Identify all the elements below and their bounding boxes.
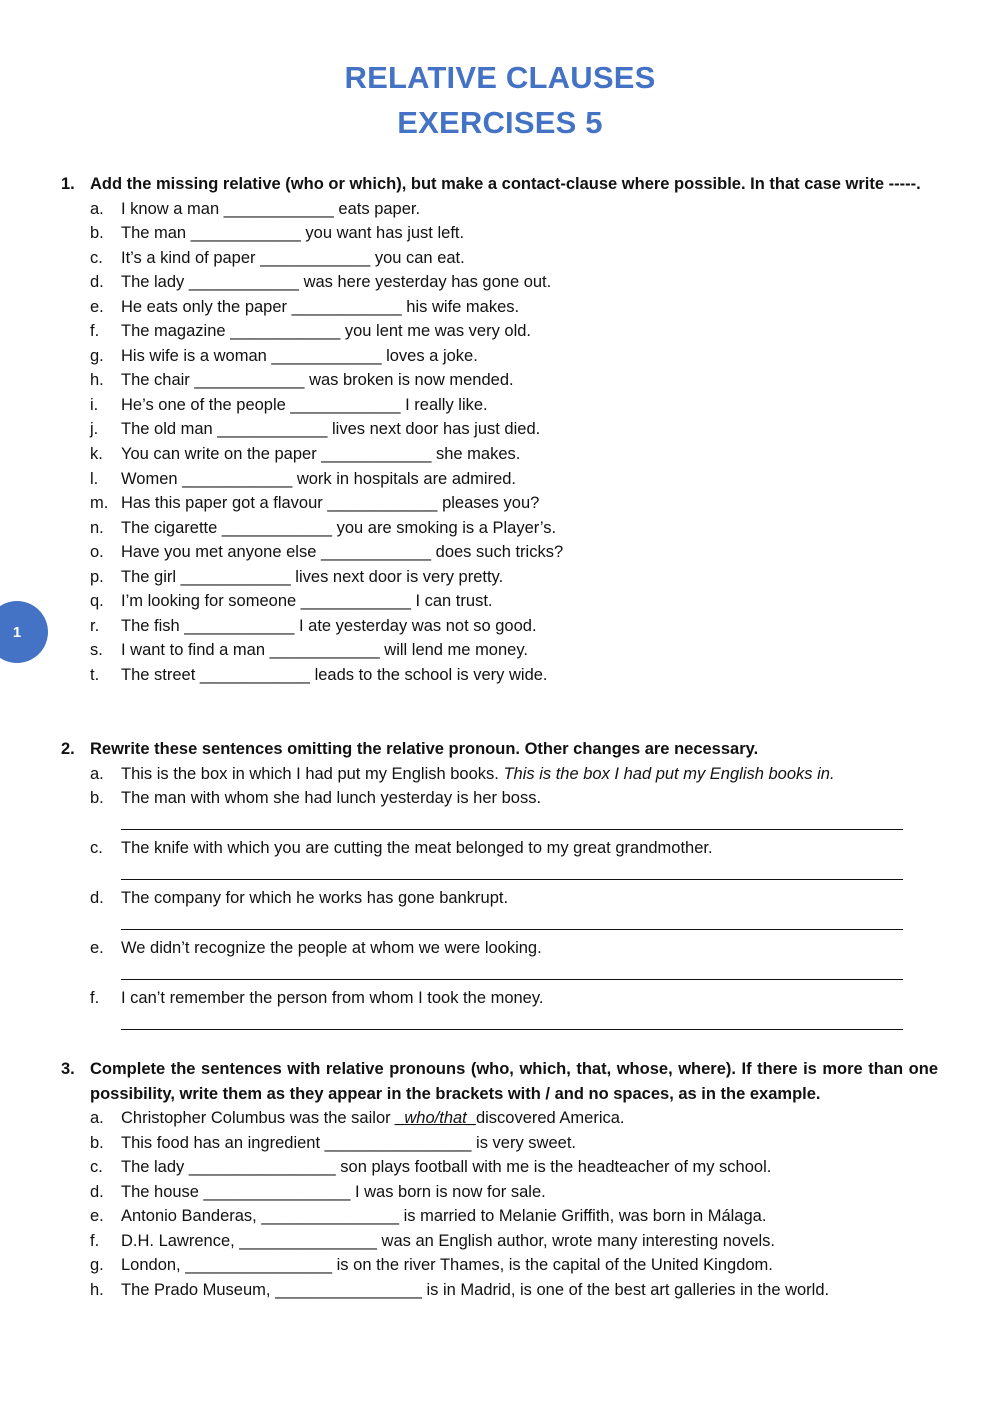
exercise-1-item bbox=[0, 393, 1000, 418]
exercise-2-item bbox=[0, 762, 1000, 787]
exercise-3 bbox=[0, 1057, 1000, 1302]
exercise-2-items bbox=[0, 762, 1000, 1030]
item-text: The lady ________________ son plays football with me is the headteacher of my school. bbox=[121, 1158, 772, 1177]
exercise-1-item bbox=[0, 197, 1000, 222]
exercise-2-item bbox=[0, 936, 1000, 961]
item-text: His wife is a woman ____________ loves a joke. bbox=[121, 346, 478, 365]
exercise-1-item bbox=[0, 540, 1000, 565]
item-letter: f. bbox=[90, 322, 100, 341]
item-text: I know a man ____________ eats paper. bbox=[121, 199, 421, 218]
exercise-1 bbox=[0, 172, 1000, 687]
item-text: London, ________________ is on the river Thames, is the capital of the United Kingdom. bbox=[121, 1256, 773, 1275]
exercise-3-example bbox=[0, 1106, 1000, 1131]
item-letter: j. bbox=[90, 420, 99, 439]
exercise-1-item bbox=[0, 270, 1000, 295]
exercise-3-heading bbox=[0, 1057, 938, 1106]
item-letter: e. bbox=[90, 939, 104, 958]
item-text: The knife with which you are cutting the meat belonged to my great grandmother. bbox=[121, 839, 713, 858]
exercise-3-items bbox=[0, 1131, 1000, 1303]
item-text: The cigarette ____________ you are smoking is a Player’s. bbox=[121, 518, 557, 537]
item-letter: h. bbox=[90, 371, 104, 390]
item-text: The fish ____________ I ate yesterday was not so good. bbox=[121, 616, 537, 635]
answer-line bbox=[121, 1011, 903, 1030]
exercise-1-item bbox=[0, 467, 1000, 492]
item-text: I can’t remember the person from whom I took the money. bbox=[121, 989, 544, 1008]
exercise-3-item bbox=[0, 1253, 1000, 1278]
example-text-before: Christopher Columbus was the sailor bbox=[121, 1109, 396, 1127]
exercise-2-instruction: Rewrite these sentences omitting the relative pronoun. Other changes are necessary. bbox=[90, 740, 759, 758]
item-letter: a. bbox=[90, 764, 104, 783]
item-letter: a. bbox=[90, 1109, 104, 1127]
item-text: It’s a kind of paper ____________ you can eat. bbox=[121, 248, 465, 267]
item-text: The house ________________ I was born is now for sale. bbox=[121, 1182, 546, 1201]
exercise-3-instruction: Complete the sentences with relative pronouns (who, which, that, whose, where). If there is more than one possibility, write them as they appear in the brackets with / and no spaces, as in the example. bbox=[90, 1060, 938, 1103]
exercise-3-item bbox=[0, 1204, 1000, 1229]
item-letter: g. bbox=[90, 1256, 104, 1275]
item-text: The Prado Museum, ________________ is in Madrid, is one of the best art galleries in the world. bbox=[121, 1280, 830, 1299]
exercise-2-item bbox=[0, 836, 1000, 861]
item-letter: s. bbox=[90, 641, 103, 660]
item-text: He eats only the paper ____________ his wife makes. bbox=[121, 297, 520, 316]
item-text: He’s one of the people ____________ I really like. bbox=[121, 395, 488, 414]
item-text: We didn’t recognize the people at whom we were looking. bbox=[121, 939, 542, 958]
exercise-1-item bbox=[0, 442, 1000, 467]
item-text: I’m looking for someone ____________ I can trust. bbox=[121, 592, 493, 611]
answer-line bbox=[121, 961, 903, 980]
item-answer: This is the box I had put my English books in. bbox=[503, 764, 835, 783]
exercise-1-item bbox=[0, 246, 1000, 271]
exercise-1-item bbox=[0, 221, 1000, 246]
item-letter: c. bbox=[90, 248, 103, 267]
item-text: This is the box in which I had put my English books. bbox=[121, 764, 499, 783]
page-title-line2: EXERCISES 5 bbox=[397, 105, 603, 140]
example-answer: _who/that_ bbox=[395, 1109, 476, 1127]
exercise-1-item bbox=[0, 638, 1000, 663]
item-letter: b. bbox=[90, 789, 104, 808]
exercise-2-heading bbox=[0, 737, 938, 762]
exercise-3-item bbox=[0, 1155, 1000, 1180]
item-letter: q. bbox=[90, 592, 104, 611]
item-text: The magazine ____________ you lent me was very old. bbox=[121, 322, 532, 341]
item-letter: l. bbox=[90, 469, 99, 488]
exercise-1-item bbox=[0, 344, 1000, 369]
exercise-1-item bbox=[0, 295, 1000, 320]
page-number-badge: 1 bbox=[0, 601, 48, 663]
exercise-2-item bbox=[0, 986, 1000, 1011]
exercise-2-item bbox=[0, 886, 1000, 911]
exercise-1-items bbox=[0, 197, 1000, 688]
item-letter: c. bbox=[90, 839, 103, 858]
item-text: D.H. Lawrence, _______________ was an English author, wrote many interesting novels. bbox=[121, 1231, 775, 1250]
item-text: The chair ____________ was broken is now mended. bbox=[121, 371, 514, 390]
exercise-1-heading bbox=[0, 172, 938, 197]
item-text: The man with whom she had lunch yesterday is her boss. bbox=[121, 789, 542, 808]
item-letter: g. bbox=[90, 346, 104, 365]
item-text: Has this paper got a flavour ____________ pleases you? bbox=[121, 494, 540, 513]
item-letter: o. bbox=[90, 543, 104, 562]
item-letter: a. bbox=[90, 199, 104, 218]
exercise-1-item bbox=[0, 491, 1000, 516]
exercise-1-item bbox=[0, 663, 1000, 688]
exercise-2 bbox=[0, 737, 1000, 1036]
answer-line bbox=[121, 811, 903, 830]
exercise-1-item bbox=[0, 368, 1000, 393]
item-letter: m. bbox=[90, 494, 109, 513]
exercise-2-number: 2. bbox=[61, 740, 75, 758]
item-letter: d. bbox=[90, 889, 104, 908]
exercise-3-item bbox=[0, 1131, 1000, 1156]
item-letter: p. bbox=[90, 567, 104, 586]
exercise-1-item bbox=[0, 614, 1000, 639]
item-letter: r. bbox=[90, 616, 100, 635]
item-letter: d. bbox=[90, 1182, 104, 1201]
item-text: Have you met anyone else ____________ does such tricks? bbox=[121, 543, 564, 562]
item-text: Antonio Banderas, _______________ is married to Melanie Griffith, was born in Málaga. bbox=[121, 1207, 767, 1226]
item-letter: n. bbox=[90, 518, 104, 537]
page-title-line1: RELATIVE CLAUSES bbox=[344, 60, 656, 95]
exercise-3-item bbox=[0, 1229, 1000, 1254]
item-letter: c. bbox=[90, 1158, 103, 1177]
answer-line bbox=[121, 861, 903, 880]
item-text: The girl ____________ lives next door is very pretty. bbox=[121, 567, 504, 586]
item-letter: b. bbox=[90, 224, 104, 243]
exercise-2-item bbox=[0, 786, 1000, 811]
item-letter: t. bbox=[90, 665, 100, 684]
item-letter: h. bbox=[90, 1280, 104, 1299]
exercise-1-item bbox=[0, 516, 1000, 541]
exercise-1-item bbox=[0, 565, 1000, 590]
exercise-1-instruction: Add the missing relative (who or which), but make a contact-clause where possible. In that case write -----. bbox=[90, 175, 921, 193]
item-text: This food has an ingredient ________________ is very sweet. bbox=[121, 1133, 576, 1152]
exercise-1-item bbox=[0, 319, 1000, 344]
item-letter: i. bbox=[90, 395, 99, 414]
item-text: I want to find a man ____________ will lend me money. bbox=[121, 641, 528, 660]
example-text-after: discovered America. bbox=[475, 1109, 625, 1127]
exercise-3-number: 3. bbox=[61, 1060, 75, 1078]
item-letter: e. bbox=[90, 297, 104, 316]
exercise-3-item bbox=[0, 1278, 1000, 1303]
item-text: The street ____________ leads to the school is very wide. bbox=[121, 665, 548, 684]
exercise-3-item bbox=[0, 1180, 1000, 1205]
item-letter: e. bbox=[90, 1207, 104, 1226]
exercise-1-number: 1. bbox=[61, 175, 75, 193]
item-text: The old man ____________ lives next door has just died. bbox=[121, 420, 541, 439]
item-text: The man ____________ you want has just left. bbox=[121, 224, 465, 243]
exercise-1-item bbox=[0, 417, 1000, 442]
item-letter: k. bbox=[90, 444, 103, 463]
item-letter: d. bbox=[90, 273, 104, 292]
exercise-1-item bbox=[0, 589, 1000, 614]
item-letter: f. bbox=[90, 989, 100, 1008]
item-letter: f. bbox=[90, 1231, 100, 1250]
item-letter: b. bbox=[90, 1133, 104, 1152]
item-text: You can write on the paper ____________ she makes. bbox=[121, 444, 521, 463]
item-text: The company for which he works has gone bankrupt. bbox=[121, 889, 509, 908]
item-text: Women ____________ work in hospitals are admired. bbox=[121, 469, 517, 488]
item-text: The lady ____________ was here yesterday has gone out. bbox=[121, 273, 552, 292]
answer-line bbox=[121, 911, 903, 930]
